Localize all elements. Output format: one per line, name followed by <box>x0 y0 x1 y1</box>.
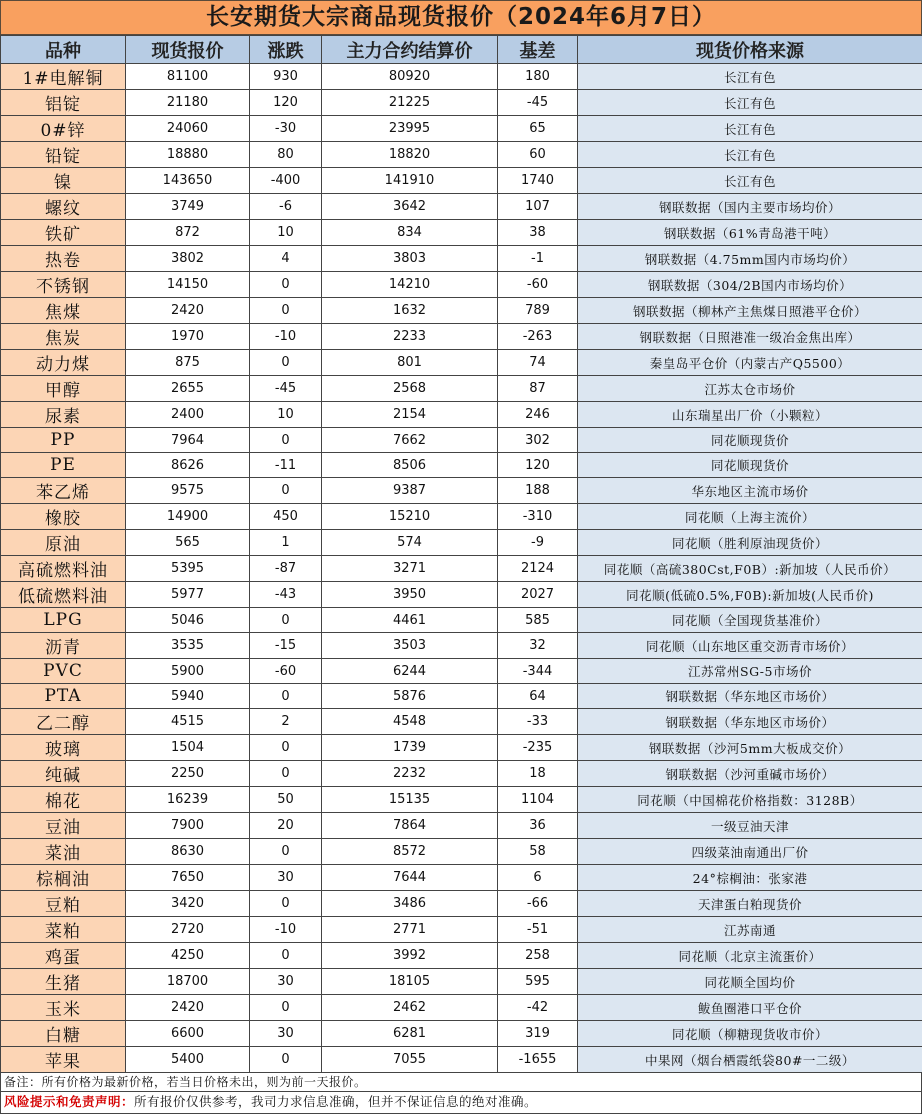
cell-settlement: 3803 <box>322 246 498 272</box>
cell-settlement: 2771 <box>322 917 498 943</box>
cell-basis: 246 <box>498 402 578 428</box>
cell-basis: -9 <box>498 530 578 556</box>
cell-change: 0 <box>250 478 322 504</box>
cell-spot-price: 8626 <box>126 453 250 478</box>
footnote: 备注：所有价格为最新价格，若当日价格未出，则为前一天报价。 <box>0 1073 922 1092</box>
cell-settlement: 7662 <box>322 428 498 453</box>
cell-change: 0 <box>250 272 322 298</box>
cell-commodity: 焦炭 <box>1 324 126 350</box>
disclaimer-text: 所有报价仅供参考，我司力求信息准确，但并不保证信息的绝对准确。 <box>134 1094 537 1109</box>
cell-basis: 2124 <box>498 556 578 582</box>
cell-commodity: 乙二醇 <box>1 709 126 735</box>
table-row <box>1 194 922 220</box>
cell-settlement: 141910 <box>322 168 498 194</box>
cell-settlement: 6281 <box>322 1021 498 1047</box>
cell-spot-price: 2250 <box>126 761 250 787</box>
cell-spot-price: 7900 <box>126 813 250 839</box>
table-row <box>1 608 922 633</box>
cell-basis: 38 <box>498 220 578 246</box>
header-source: 现货价格来源 <box>578 36 922 64</box>
cell-settlement: 2233 <box>322 324 498 350</box>
cell-spot-price: 3420 <box>126 891 250 917</box>
cell-source: 长江有色 <box>578 168 922 194</box>
cell-basis: 107 <box>498 194 578 220</box>
cell-change: 0 <box>250 839 322 865</box>
cell-settlement: 3271 <box>322 556 498 582</box>
cell-spot-price: 9575 <box>126 478 250 504</box>
cell-basis: 1104 <box>498 787 578 813</box>
cell-basis: 6 <box>498 865 578 891</box>
cell-change: -400 <box>250 168 322 194</box>
cell-commodity: 甲醇 <box>1 376 126 402</box>
table-row <box>1 1021 922 1047</box>
header-commodity: 品种 <box>1 36 126 64</box>
cell-basis: 302 <box>498 428 578 453</box>
table-row <box>1 324 922 350</box>
cell-settlement: 4461 <box>322 608 498 633</box>
cell-settlement: 80920 <box>322 64 498 90</box>
cell-source: 钢联数据（沙河5mm大板成交价） <box>578 735 922 761</box>
cell-spot-price: 2420 <box>126 298 250 324</box>
cell-change: -15 <box>250 633 322 659</box>
table-row <box>1 298 922 324</box>
cell-settlement: 5876 <box>322 684 498 709</box>
header-change: 涨跌 <box>250 36 322 64</box>
cell-spot-price: 5046 <box>126 608 250 633</box>
cell-basis: 120 <box>498 453 578 478</box>
table-row <box>1 142 922 168</box>
cell-commodity: 鸡蛋 <box>1 943 126 969</box>
cell-spot-price: 1504 <box>126 735 250 761</box>
cell-commodity: 铅锭 <box>1 142 126 168</box>
cell-source: 江苏南通 <box>578 917 922 943</box>
cell-source: 长江有色 <box>578 64 922 90</box>
cell-spot-price: 875 <box>126 350 250 376</box>
disclaimer <box>0 1092 922 1114</box>
cell-change: 50 <box>250 787 322 813</box>
cell-source: 鲅鱼圈港口平仓价 <box>578 995 922 1021</box>
table-row <box>1 530 922 556</box>
cell-source: 同花顺(低硫0.5%,F0B):新加坡(人民币价) <box>578 582 922 608</box>
table-row <box>1 891 922 917</box>
table-row <box>1 168 922 194</box>
cell-commodity: 铝锭 <box>1 90 126 116</box>
cell-commodity: LPG <box>1 608 126 633</box>
cell-spot-price: 16239 <box>126 787 250 813</box>
cell-change: 0 <box>250 735 322 761</box>
cell-basis: 60 <box>498 142 578 168</box>
table-row <box>1 659 922 684</box>
cell-change: 0 <box>250 891 322 917</box>
table-row <box>1 709 922 735</box>
cell-change: -87 <box>250 556 322 582</box>
cell-spot-price: 2655 <box>126 376 250 402</box>
cell-spot-price: 5977 <box>126 582 250 608</box>
cell-spot-price: 2720 <box>126 917 250 943</box>
cell-settlement: 574 <box>322 530 498 556</box>
cell-change: 0 <box>250 608 322 633</box>
cell-basis: 36 <box>498 813 578 839</box>
cell-commodity: 生猪 <box>1 969 126 995</box>
cell-spot-price: 7964 <box>126 428 250 453</box>
cell-source: 江苏常州SG-5市场价 <box>578 659 922 684</box>
cell-commodity: 菜油 <box>1 839 126 865</box>
table-row <box>1 969 922 995</box>
cell-basis: -344 <box>498 659 578 684</box>
cell-source: 一级豆油天津 <box>578 813 922 839</box>
cell-settlement: 14210 <box>322 272 498 298</box>
cell-basis: -51 <box>498 917 578 943</box>
cell-source: 四级菜油南通出厂价 <box>578 839 922 865</box>
cell-basis: 789 <box>498 298 578 324</box>
cell-change: 10 <box>250 402 322 428</box>
cell-commodity: 铁矿 <box>1 220 126 246</box>
cell-settlement: 1739 <box>322 735 498 761</box>
cell-settlement: 7644 <box>322 865 498 891</box>
cell-settlement: 2568 <box>322 376 498 402</box>
cell-settlement: 2232 <box>322 761 498 787</box>
cell-source: 同花顺（胜利原油现货价） <box>578 530 922 556</box>
cell-change: -6 <box>250 194 322 220</box>
disclaimer-label: 风险提示和免责声明： <box>4 1094 134 1109</box>
cell-commodity: 白糖 <box>1 1021 126 1047</box>
cell-basis: 585 <box>498 608 578 633</box>
cell-commodity: 0#锌 <box>1 116 126 142</box>
cell-commodity: 棕榈油 <box>1 865 126 891</box>
cell-commodity: 棉花 <box>1 787 126 813</box>
cell-spot-price: 5940 <box>126 684 250 709</box>
header-spot-price: 现货报价 <box>126 36 250 64</box>
table-row <box>1 90 922 116</box>
cell-basis: 188 <box>498 478 578 504</box>
table-row <box>1 787 922 813</box>
cell-change: 10 <box>250 220 322 246</box>
cell-settlement: 8572 <box>322 839 498 865</box>
cell-basis: 65 <box>498 116 578 142</box>
cell-change: 0 <box>250 298 322 324</box>
cell-settlement: 7055 <box>322 1047 498 1073</box>
cell-spot-price: 143650 <box>126 168 250 194</box>
cell-basis: 87 <box>498 376 578 402</box>
cell-spot-price: 81100 <box>126 64 250 90</box>
cell-settlement: 18105 <box>322 969 498 995</box>
cell-commodity: PTA <box>1 684 126 709</box>
cell-source: 山东瑞星出厂价（小颗粒） <box>578 402 922 428</box>
cell-commodity: 低硫燃料油 <box>1 582 126 608</box>
cell-change: 30 <box>250 865 322 891</box>
cell-change: 0 <box>250 428 322 453</box>
cell-basis: 180 <box>498 64 578 90</box>
cell-spot-price: 3802 <box>126 246 250 272</box>
cell-settlement: 2154 <box>322 402 498 428</box>
cell-commodity: 热卷 <box>1 246 126 272</box>
cell-settlement: 23995 <box>322 116 498 142</box>
cell-settlement: 15210 <box>322 504 498 530</box>
cell-basis: 58 <box>498 839 578 865</box>
cell-change: 2 <box>250 709 322 735</box>
cell-source: 同花顺（高硫380Cst,F0B）:新加坡（人民币价） <box>578 556 922 582</box>
cell-settlement: 4548 <box>322 709 498 735</box>
table-row <box>1 428 922 453</box>
cell-spot-price: 5900 <box>126 659 250 684</box>
cell-source: 同花顺（中国棉花价格指数：3128B） <box>578 787 922 813</box>
cell-commodity: 玻璃 <box>1 735 126 761</box>
cell-basis: 64 <box>498 684 578 709</box>
cell-spot-price: 3535 <box>126 633 250 659</box>
cell-change: -60 <box>250 659 322 684</box>
cell-source: 钢联数据（61%青岛港干吨） <box>578 220 922 246</box>
table-row <box>1 813 922 839</box>
table-row <box>1 684 922 709</box>
cell-settlement: 7864 <box>322 813 498 839</box>
cell-source: 长江有色 <box>578 90 922 116</box>
cell-basis: -42 <box>498 995 578 1021</box>
cell-basis: 1740 <box>498 168 578 194</box>
cell-change: 930 <box>250 64 322 90</box>
cell-commodity: PE <box>1 453 126 478</box>
cell-change: -10 <box>250 324 322 350</box>
cell-basis: -263 <box>498 324 578 350</box>
cell-change: -11 <box>250 453 322 478</box>
cell-change: -10 <box>250 917 322 943</box>
cell-spot-price: 14900 <box>126 504 250 530</box>
cell-change: 0 <box>250 995 322 1021</box>
cell-spot-price: 6600 <box>126 1021 250 1047</box>
cell-basis: -45 <box>498 90 578 116</box>
header-basis: 基差 <box>498 36 578 64</box>
cell-source: 钢联数据（华东地区市场价） <box>578 709 922 735</box>
header-row <box>1 36 922 64</box>
cell-commodity: 焦煤 <box>1 298 126 324</box>
header-settlement: 主力合约结算价 <box>322 36 498 64</box>
cell-source: 同花顺现货价 <box>578 453 922 478</box>
cell-change: -30 <box>250 116 322 142</box>
table-row <box>1 376 922 402</box>
cell-basis: -310 <box>498 504 578 530</box>
cell-spot-price: 3749 <box>126 194 250 220</box>
cell-commodity: 镍 <box>1 168 126 194</box>
cell-source: 同花顺现货价 <box>578 428 922 453</box>
cell-change: 450 <box>250 504 322 530</box>
cell-settlement: 8506 <box>322 453 498 478</box>
cell-settlement: 3642 <box>322 194 498 220</box>
table-row <box>1 633 922 659</box>
cell-basis: 74 <box>498 350 578 376</box>
cell-commodity: 豆油 <box>1 813 126 839</box>
cell-basis: 18 <box>498 761 578 787</box>
cell-source: 同花顺全国均价 <box>578 969 922 995</box>
cell-basis: 32 <box>498 633 578 659</box>
cell-commodity: 橡胶 <box>1 504 126 530</box>
cell-change: 30 <box>250 969 322 995</box>
cell-spot-price: 5400 <box>126 1047 250 1073</box>
table-row <box>1 453 922 478</box>
table-row <box>1 220 922 246</box>
cell-spot-price: 24060 <box>126 116 250 142</box>
cell-source: 钢联数据（柳林产主焦煤日照港平仓价） <box>578 298 922 324</box>
cell-basis: -1 <box>498 246 578 272</box>
price-table <box>0 35 922 1073</box>
cell-change: 0 <box>250 1047 322 1073</box>
cell-settlement: 3503 <box>322 633 498 659</box>
cell-settlement: 3950 <box>322 582 498 608</box>
cell-commodity: 沥青 <box>1 633 126 659</box>
cell-source: 秦皇岛平仓价（内蒙古产Q5500） <box>578 350 922 376</box>
cell-commodity: 纯碱 <box>1 761 126 787</box>
cell-spot-price: 1970 <box>126 324 250 350</box>
cell-change: -43 <box>250 582 322 608</box>
cell-commodity: 动力煤 <box>1 350 126 376</box>
cell-basis: -60 <box>498 272 578 298</box>
cell-source: 中果网（烟台栖霞纸袋80#一二级） <box>578 1047 922 1073</box>
table-row <box>1 582 922 608</box>
cell-source: 同花顺（柳糖现货收市价） <box>578 1021 922 1047</box>
cell-settlement: 3486 <box>322 891 498 917</box>
table-row <box>1 735 922 761</box>
cell-settlement: 3992 <box>322 943 498 969</box>
cell-spot-price: 14150 <box>126 272 250 298</box>
table-row <box>1 917 922 943</box>
table-row <box>1 64 922 90</box>
cell-spot-price: 8630 <box>126 839 250 865</box>
table-row <box>1 556 922 582</box>
cell-source: 钢联数据（4.75mm国内市场均价） <box>578 246 922 272</box>
cell-change: 80 <box>250 142 322 168</box>
cell-commodity: 尿素 <box>1 402 126 428</box>
cell-change: 0 <box>250 761 322 787</box>
cell-settlement: 9387 <box>322 478 498 504</box>
table-row <box>1 272 922 298</box>
cell-basis: 319 <box>498 1021 578 1047</box>
cell-spot-price: 2420 <box>126 995 250 1021</box>
table-row <box>1 246 922 272</box>
cell-change: 1 <box>250 530 322 556</box>
cell-spot-price: 18700 <box>126 969 250 995</box>
cell-settlement: 1632 <box>322 298 498 324</box>
cell-source: 华东地区主流市场价 <box>578 478 922 504</box>
table-row <box>1 1047 922 1073</box>
cell-spot-price: 872 <box>126 220 250 246</box>
cell-commodity: 玉米 <box>1 995 126 1021</box>
cell-change: 30 <box>250 1021 322 1047</box>
cell-commodity: 高硫燃料油 <box>1 556 126 582</box>
cell-spot-price: 2400 <box>126 402 250 428</box>
cell-basis: -235 <box>498 735 578 761</box>
cell-settlement: 15135 <box>322 787 498 813</box>
cell-source: 同花顺（上海主流价） <box>578 504 922 530</box>
cell-spot-price: 4250 <box>126 943 250 969</box>
cell-source: 长江有色 <box>578 116 922 142</box>
cell-commodity: 菜粕 <box>1 917 126 943</box>
cell-source: 钢联数据（日照港准一级冶金焦出库） <box>578 324 922 350</box>
cell-commodity: 不锈钢 <box>1 272 126 298</box>
cell-source: 同花顺（北京主流蛋价） <box>578 943 922 969</box>
cell-source: 同花顺（全国现货基准价） <box>578 608 922 633</box>
cell-commodity: PP <box>1 428 126 453</box>
cell-source: 天津蛋白粕现货价 <box>578 891 922 917</box>
table-row <box>1 865 922 891</box>
cell-change: 0 <box>250 684 322 709</box>
table-body <box>1 64 922 1073</box>
cell-source: 钢联数据（304/2B国内市场均价） <box>578 272 922 298</box>
cell-source: 江苏太仓市场价 <box>578 376 922 402</box>
table-row <box>1 350 922 376</box>
table-row <box>1 943 922 969</box>
table-row <box>1 839 922 865</box>
cell-source: 钢联数据（国内主要市场均价） <box>578 194 922 220</box>
cell-commodity: 豆粕 <box>1 891 126 917</box>
cell-basis: -1655 <box>498 1047 578 1073</box>
cell-source: 钢联数据（华东地区市场价） <box>578 684 922 709</box>
cell-source: 24°棕榈油：张家港 <box>578 865 922 891</box>
cell-commodity: 苯乙烯 <box>1 478 126 504</box>
cell-source: 同花顺（山东地区重交沥青市场价） <box>578 633 922 659</box>
cell-basis: 2027 <box>498 582 578 608</box>
cell-spot-price: 565 <box>126 530 250 556</box>
cell-change: 0 <box>250 350 322 376</box>
cell-change: 120 <box>250 90 322 116</box>
table-row <box>1 116 922 142</box>
cell-change: 0 <box>250 943 322 969</box>
cell-settlement: 21225 <box>322 90 498 116</box>
table-row <box>1 402 922 428</box>
cell-spot-price: 4515 <box>126 709 250 735</box>
cell-settlement: 6244 <box>322 659 498 684</box>
cell-spot-price: 21180 <box>126 90 250 116</box>
cell-settlement: 834 <box>322 220 498 246</box>
cell-basis: 595 <box>498 969 578 995</box>
cell-change: 20 <box>250 813 322 839</box>
cell-settlement: 2462 <box>322 995 498 1021</box>
cell-commodity: 螺纹 <box>1 194 126 220</box>
table-row <box>1 504 922 530</box>
table-row <box>1 761 922 787</box>
cell-spot-price: 7650 <box>126 865 250 891</box>
cell-spot-price: 5395 <box>126 556 250 582</box>
cell-commodity: 苹果 <box>1 1047 126 1073</box>
cell-basis: -66 <box>498 891 578 917</box>
cell-change: -45 <box>250 376 322 402</box>
cell-settlement: 18820 <box>322 142 498 168</box>
cell-commodity: 原油 <box>1 530 126 556</box>
table-row <box>1 478 922 504</box>
cell-source: 长江有色 <box>578 142 922 168</box>
cell-basis: 258 <box>498 943 578 969</box>
cell-basis: -33 <box>498 709 578 735</box>
cell-change: 4 <box>250 246 322 272</box>
cell-commodity: PVC <box>1 659 126 684</box>
cell-commodity: 1#电解铜 <box>1 64 126 90</box>
cell-settlement: 801 <box>322 350 498 376</box>
cell-spot-price: 18880 <box>126 142 250 168</box>
cell-source: 钢联数据（沙河重碱市场价） <box>578 761 922 787</box>
sheet-title: 长安期货大宗商品现货报价（2024年6月7日） <box>0 0 922 35</box>
table-row <box>1 995 922 1021</box>
